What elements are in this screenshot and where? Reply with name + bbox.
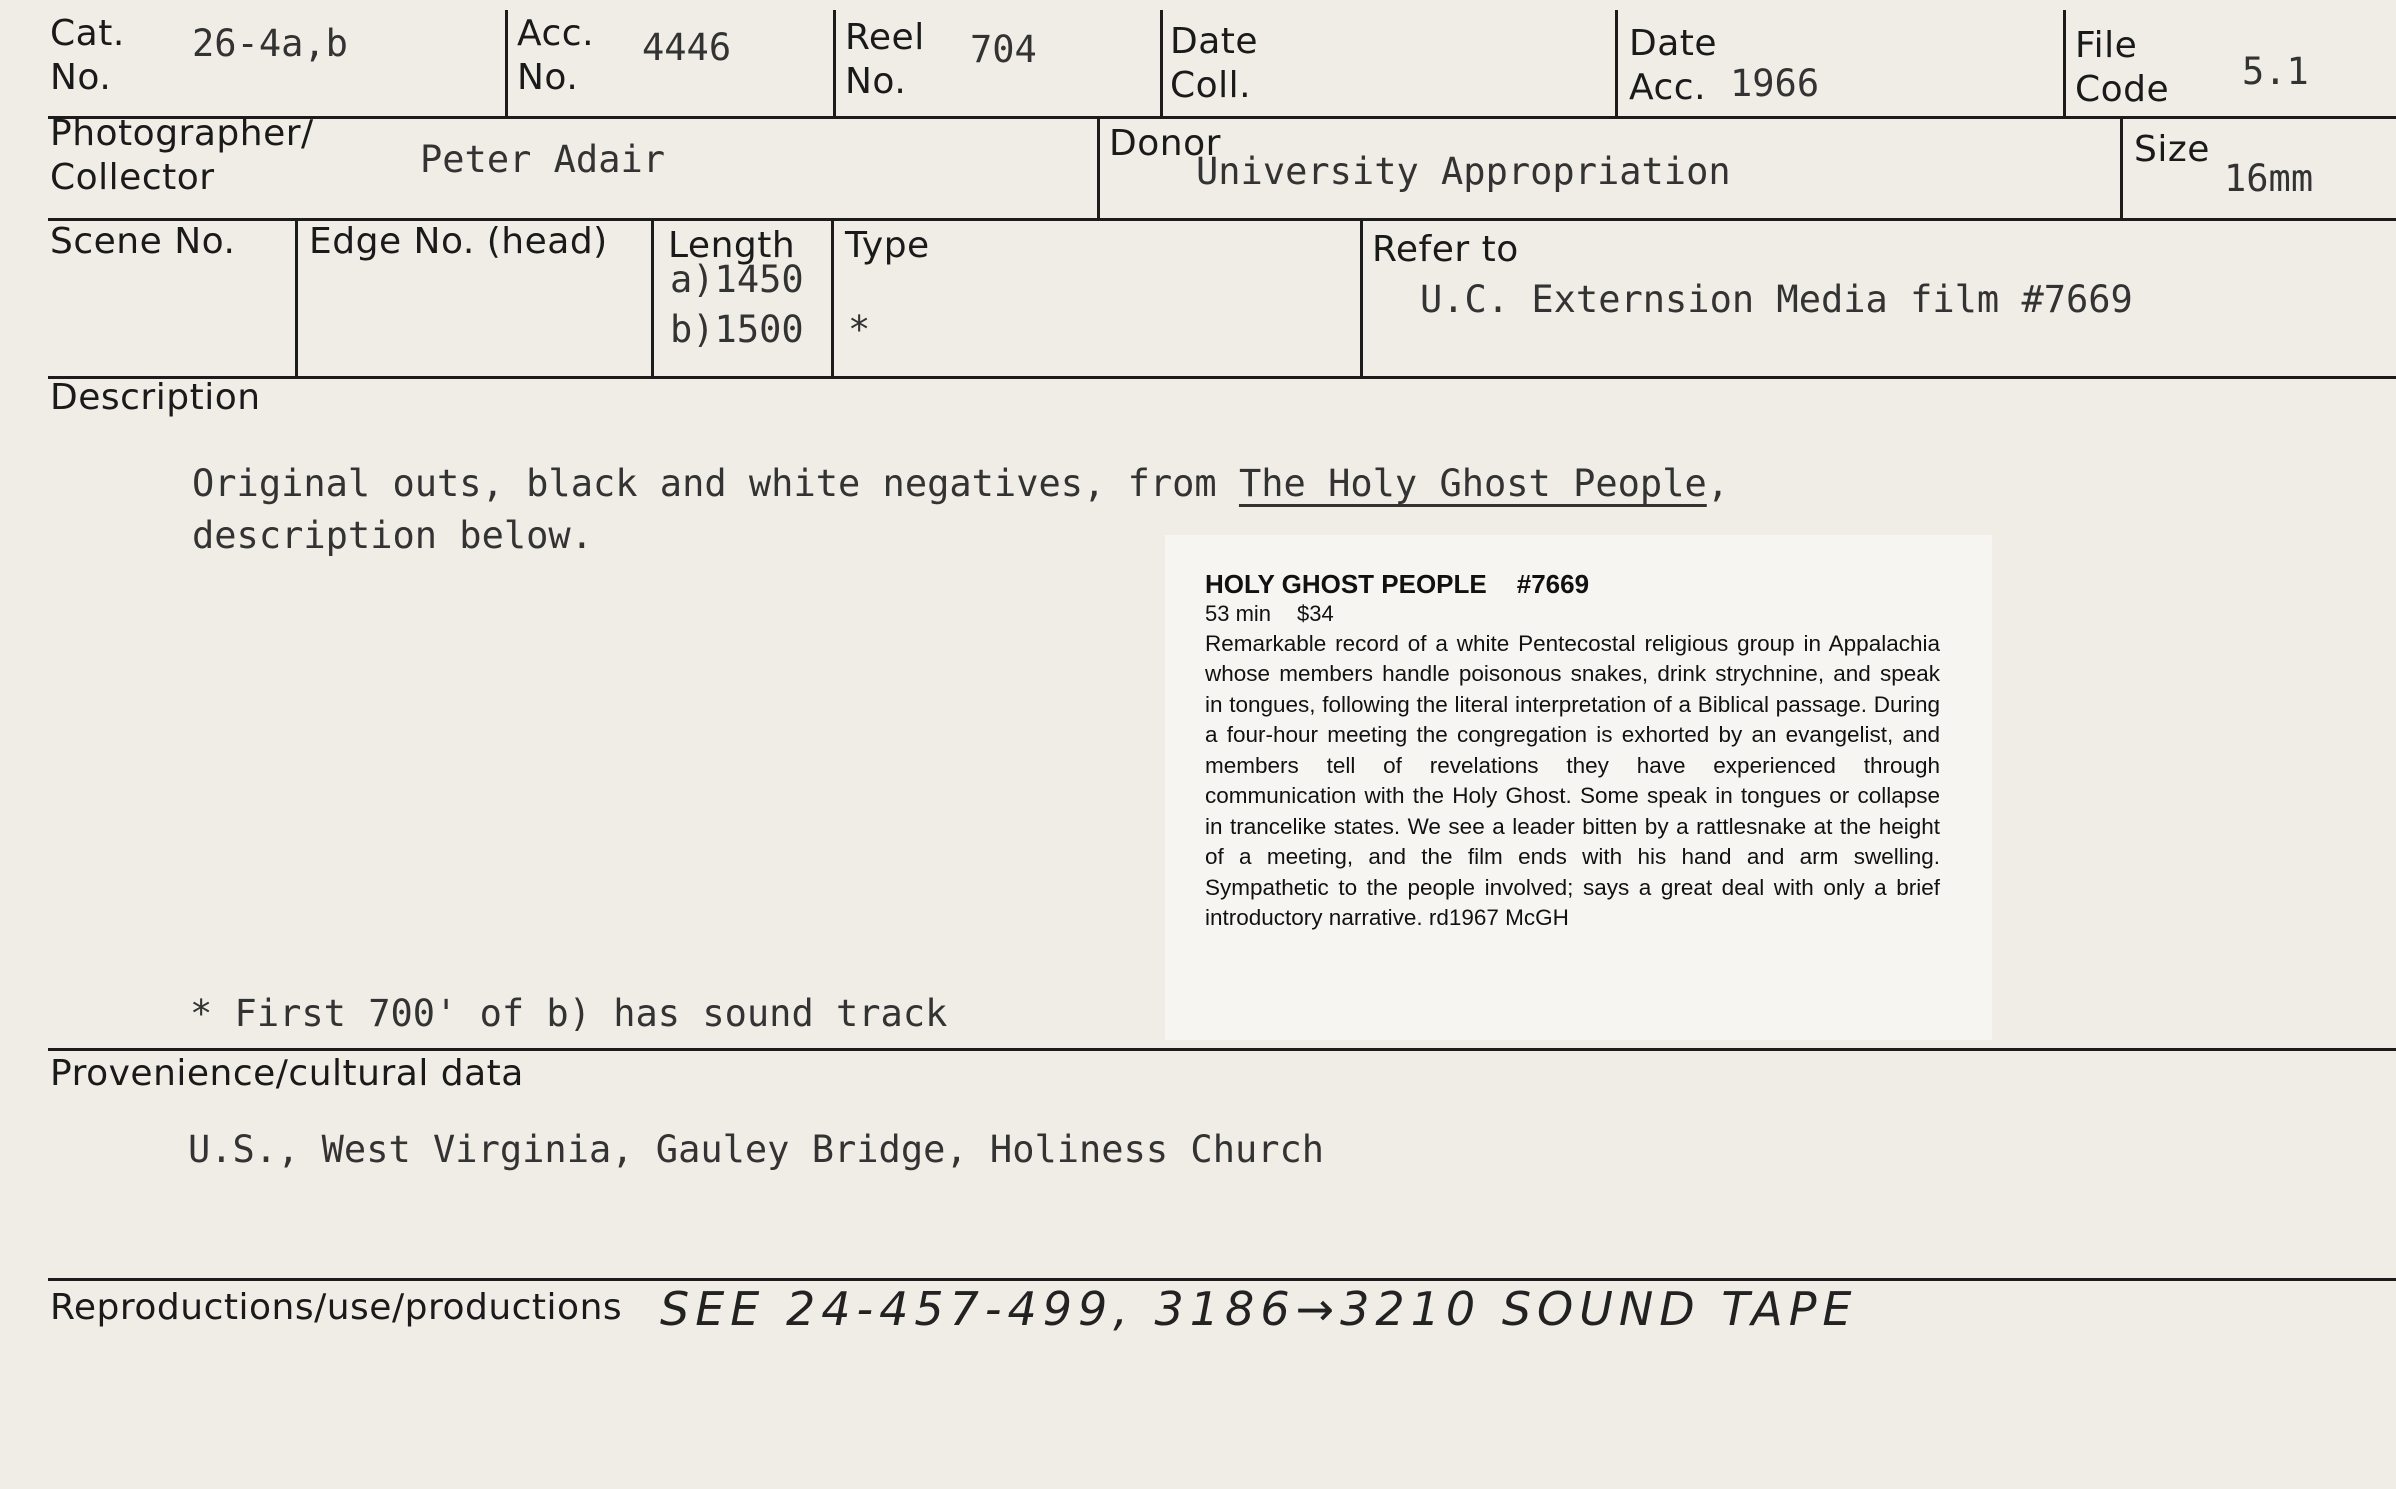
divider-v-acc <box>833 10 836 116</box>
divider-v-size <box>2120 116 2123 218</box>
type-value: * <box>848 308 871 351</box>
reproductions-label: Reproductions/use/productions <box>50 1287 623 1328</box>
date-coll-label: Date Coll. <box>1170 21 1259 106</box>
description-label: Description <box>50 377 261 418</box>
divider-v-scene <box>295 218 298 376</box>
size-value: 16mm <box>2224 157 2314 200</box>
divider-v-reel <box>1160 10 1163 116</box>
photographer-label: Photographer/ Collector <box>50 113 314 198</box>
photographer-value: Peter Adair <box>420 138 666 181</box>
cat-no-label: Cat. No. <box>50 13 125 98</box>
divider-row3 <box>48 376 2396 379</box>
reel-no-label: Reel No. <box>845 17 925 102</box>
description-line1: Original outs, black and white negatives, from The Holy Ghost People, <box>192 462 1730 505</box>
date-acc-value: 1966 <box>1730 62 1820 105</box>
description-footnote: * First 700' of b) has sound track <box>190 992 948 1035</box>
length-value-a: a)1450 <box>670 258 804 301</box>
type-label: Type <box>845 225 930 266</box>
acc-no-value: 4446 <box>642 26 732 69</box>
provenience-label: Provenience/cultural data <box>50 1053 524 1094</box>
divider-v-type <box>1360 218 1363 376</box>
refer-to-label: Refer to <box>1372 229 1519 270</box>
acc-no-label: Acc. No. <box>517 13 595 98</box>
divider-v-length <box>831 218 834 376</box>
divider-v-donor <box>1097 116 1100 218</box>
divider-reproductions <box>48 1278 2396 1281</box>
divider-v-cat <box>505 10 508 116</box>
edge-no-label: Edge No. (head) <box>309 221 608 262</box>
donor-label: Donor <box>1109 123 1221 164</box>
catalog-clipping <box>1165 535 1992 1040</box>
divider-row1 <box>48 116 2396 119</box>
reel-no-value: 704 <box>970 28 1037 71</box>
file-code-label: File Code <box>2075 25 2170 110</box>
donor-value: University Appropriation <box>1196 150 1731 193</box>
date-acc-label: Date Acc. <box>1629 23 1718 108</box>
size-label: Size <box>2134 129 2210 170</box>
cat-no-value: 26-4a,b <box>192 22 348 65</box>
description-line2: description below. <box>192 514 593 557</box>
divider-v-datecoll <box>1615 10 1618 116</box>
reproductions-handwritten: SEE 24-457-499, 3186→3210 SOUND TAPE <box>660 1282 1858 1336</box>
provenience-value: U.S., West Virginia, Gauley Bridge, Holiness Church <box>188 1128 1325 1171</box>
divider-v-edge <box>651 218 654 376</box>
clipping-meta: 53 min $34 <box>1205 601 1334 627</box>
clipping-title: HOLY GHOST PEOPLE #7669 <box>1205 569 1590 599</box>
length-label: Length <box>668 225 796 266</box>
divider-provenience <box>48 1048 2396 1051</box>
scene-no-label: Scene No. <box>50 221 236 262</box>
clipping-body: Remarkable record of a white Pentecostal religious group in Appalachia whose members handle poisonous snakes, drink strychnine, and speak in tongues, following the literal interpretation of a Biblical passage. During a four-hour meeting the congregation is exhorted by an evangelist, and members tell of revelations they have experienced through communication with the Holy Ghost. Some speak in tongues or collapse in trancelike states. We see a leader bitten by a rattlesnake at the height of a meeting, and the film ends with his hand and arm swelling. Sympathetic to the people involved; says a great deal with only a brief introductory narrative. rd1967 McGH <box>1205 630 1940 931</box>
film-title: The Holy Ghost People <box>1238 462 1707 505</box>
file-code-value: 5.1 <box>2242 50 2309 93</box>
divider-v-dateacc <box>2063 10 2066 116</box>
length-value-b: b)1500 <box>670 308 804 351</box>
refer-to-value: U.C. Externsion Media film #7669 <box>1420 278 2133 321</box>
